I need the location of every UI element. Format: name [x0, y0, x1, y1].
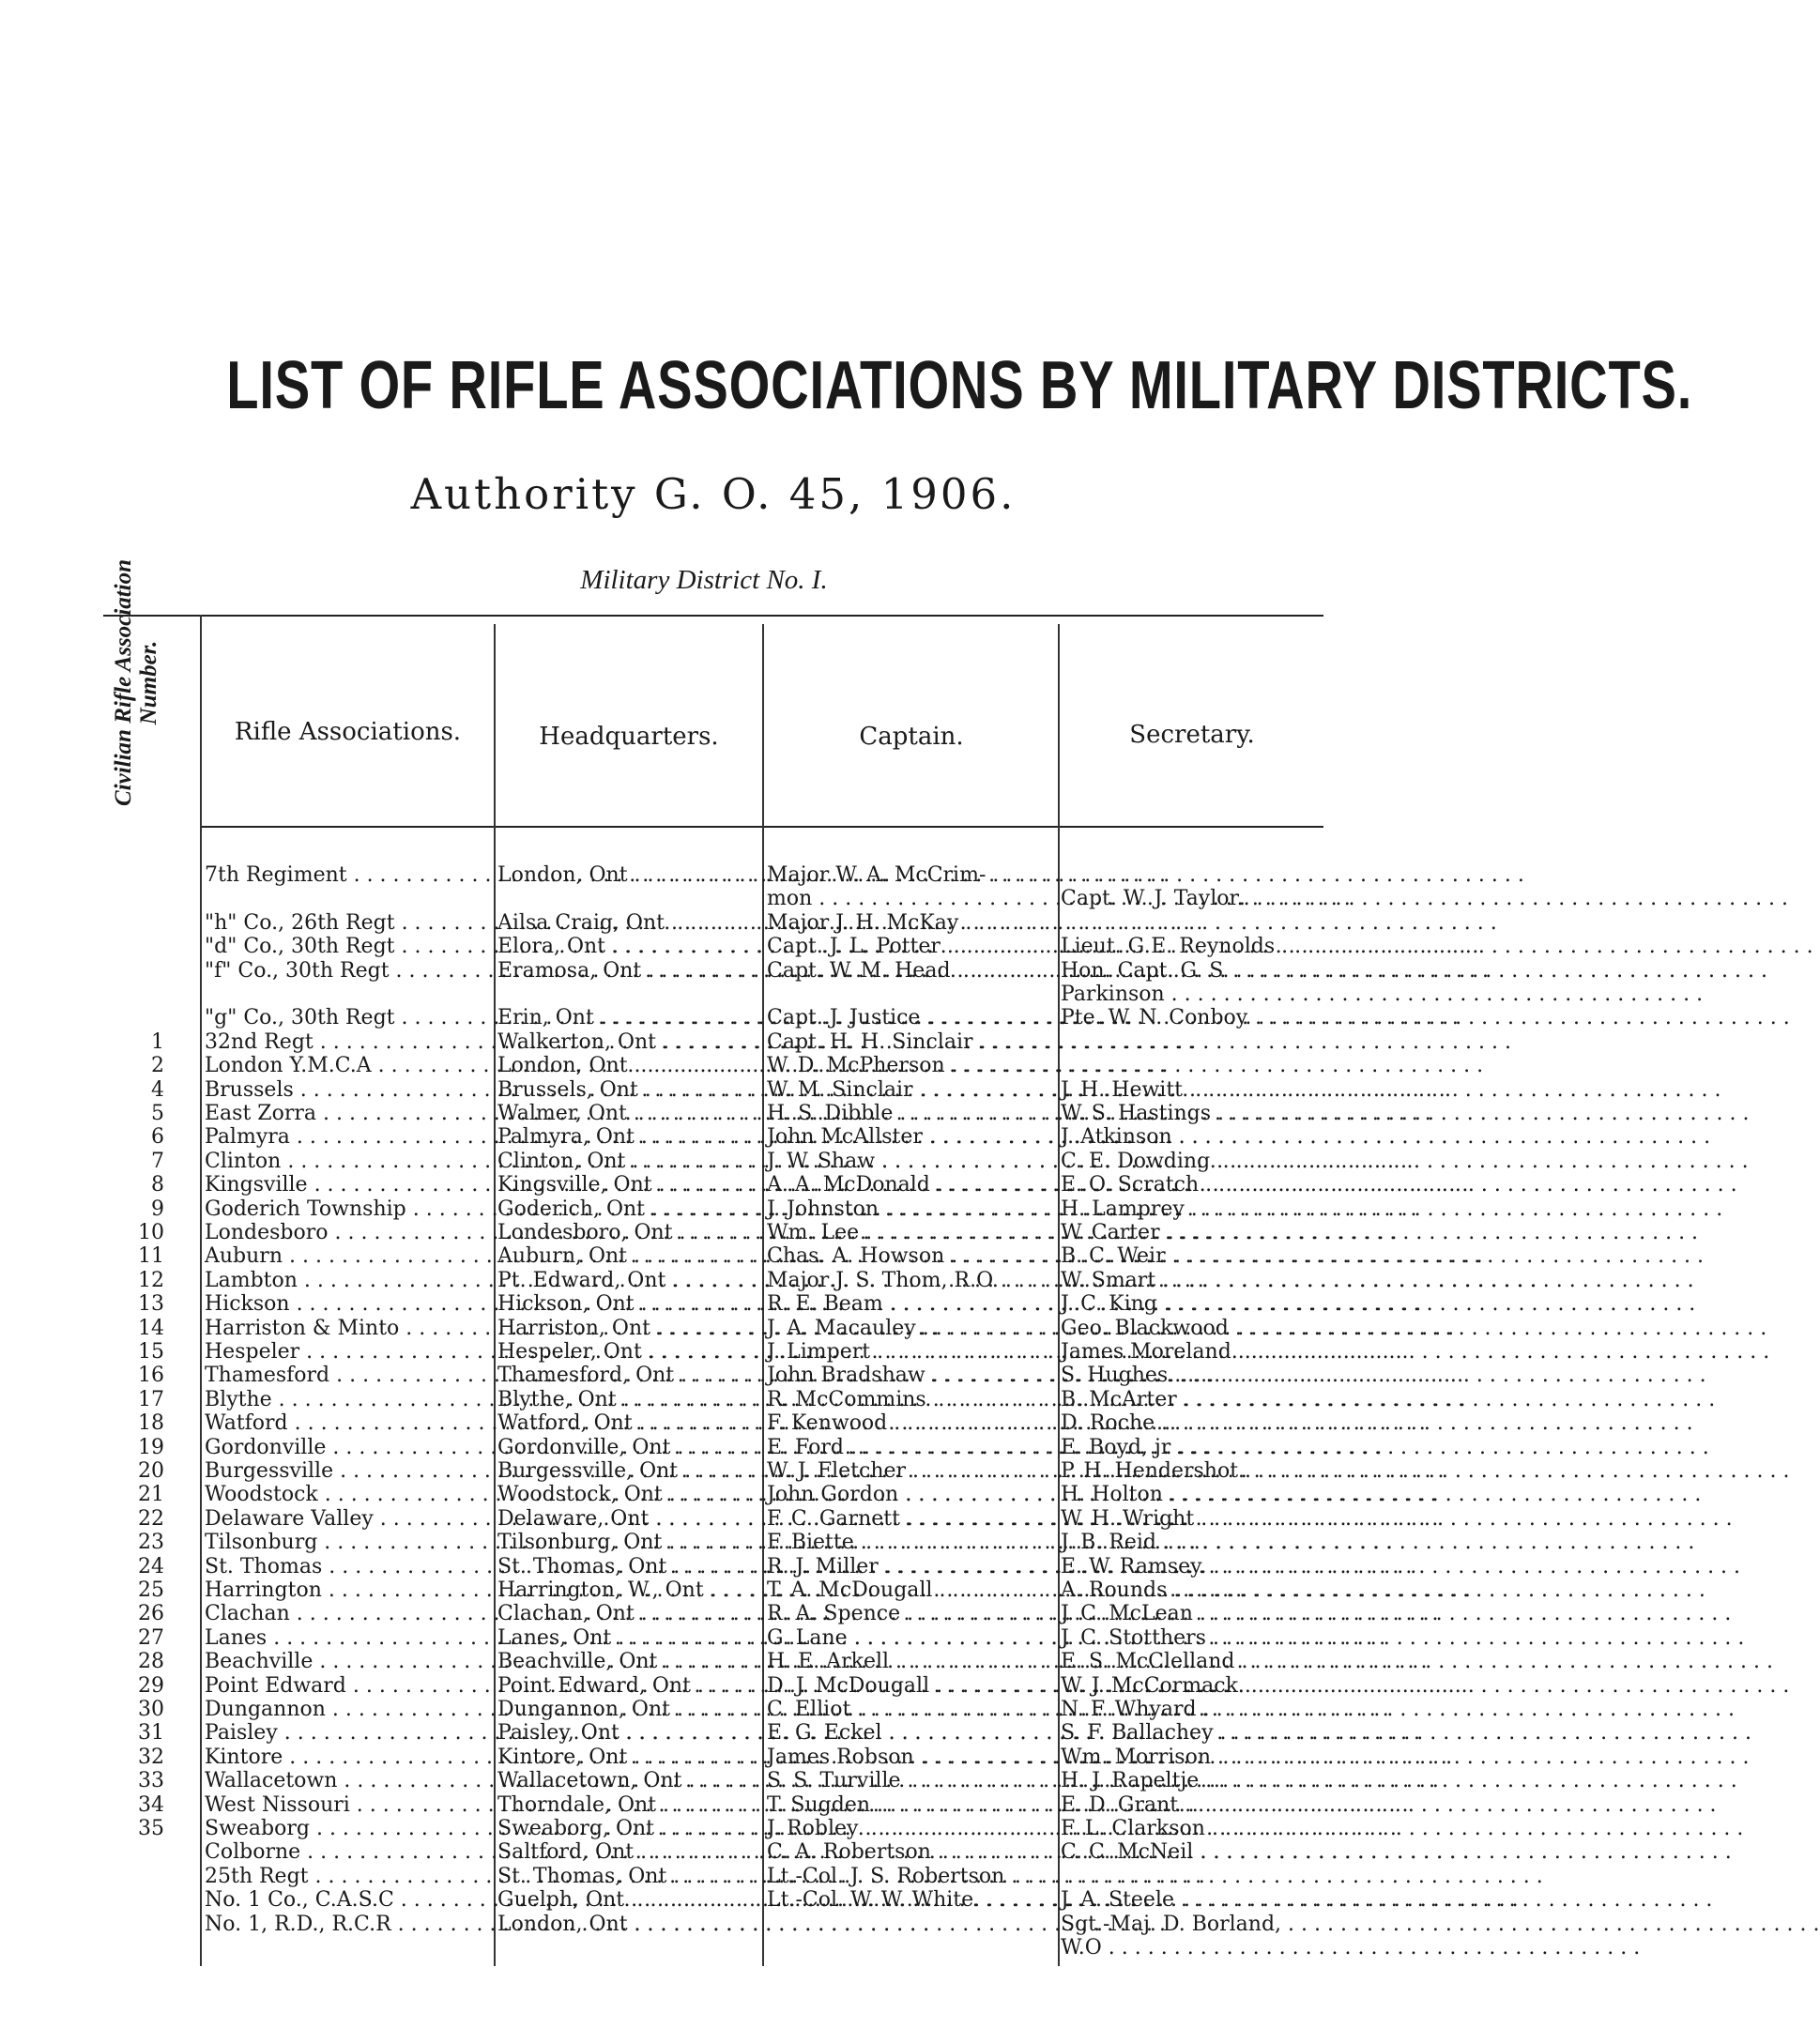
- secretary-cell: J. B. Reid . . .: [1061, 1531, 1323, 1554]
- secretary-cell: D. Roche . . .: [1061, 1411, 1323, 1435]
- association-name-cell: 7th Regiment . . .: [205, 863, 488, 887]
- headquarters-cell: Woodstock, Ont . . .: [497, 1483, 760, 1506]
- table-row: [0, 1459, 1430, 1483]
- headquarters-cell: Londesboro, Ont . . .: [497, 1221, 760, 1244]
- table-row: [0, 1888, 1430, 1912]
- table-row: [0, 1364, 1430, 1387]
- secretary-cell: W. Smart . . .: [1061, 1269, 1323, 1292]
- secretary-cell: J. C. McLean . . .: [1061, 1602, 1323, 1625]
- association-number-cell: 8: [151, 1173, 164, 1197]
- headquarters-cell: Guelph, Ont . . .: [497, 1888, 760, 1912]
- table-row: [0, 1913, 1430, 1936]
- secretary-cell: Hon. Capt. G. S. . . .: [1061, 959, 1323, 983]
- captain-cell: F. Kenwood . . .: [767, 1411, 1056, 1435]
- association-name-cell: East Zorra . . .: [205, 1102, 488, 1125]
- association-number-cell: 27: [138, 1625, 164, 1650]
- headquarters-cell: Delaware, Ont . . .: [497, 1507, 760, 1531]
- headquarters-cell: Harrington, W., Ont . . .: [497, 1578, 760, 1602]
- table-row: [0, 1531, 1430, 1554]
- captain-cell: T. Sugden . . .: [767, 1793, 1056, 1817]
- association-name-cell: 32nd Regt . . .: [205, 1030, 488, 1054]
- headquarters-cell: Eramosa, Ont . . .: [497, 959, 760, 983]
- secretary-cell: B. McArter . . .: [1061, 1388, 1323, 1411]
- table-row: [0, 1674, 1430, 1698]
- table-row: [0, 1817, 1430, 1840]
- table-row: [0, 1006, 1430, 1029]
- association-name-cell: Woodstock . . .: [205, 1483, 488, 1506]
- association-name-cell: Palmyra . . .: [205, 1125, 488, 1149]
- association-number-cell: 28: [138, 1650, 164, 1674]
- table-row: [0, 863, 1430, 887]
- headquarters-cell: Thamesford, Ont . . .: [497, 1364, 760, 1387]
- headquarters-cell: Burgessville, Ont . . .: [497, 1459, 760, 1483]
- association-name-cell: Brussels . . .: [205, 1078, 488, 1102]
- captain-cell: R. McCommins . . .: [767, 1388, 1056, 1411]
- captain-cell: H. S. Dibble . . .: [767, 1102, 1056, 1125]
- association-name-cell: Lanes . . .: [205, 1626, 488, 1650]
- secretary-cell: C. C. McNeil . . .: [1061, 1840, 1323, 1864]
- captain-cell: Lt.-Col. J. S. Robertson . . .: [767, 1865, 1056, 1888]
- secretary-cell: W. S. Hastings . . .: [1061, 1102, 1323, 1125]
- association-number-cell: 14: [138, 1316, 164, 1340]
- captain-cell: J. Limpert . . .: [767, 1340, 1056, 1364]
- captain-cell: A. A. McDonald . . .: [767, 1173, 1056, 1197]
- headquarters-cell: Blythe, Ont . . .: [497, 1388, 760, 1411]
- captain-cell: R. A. Spence . . .: [767, 1602, 1056, 1625]
- table-row: [0, 887, 1430, 910]
- association-number-cell: 30: [138, 1698, 164, 1721]
- headquarters-cell: London, Ont . . .: [497, 863, 760, 887]
- header-captain: Captain.: [859, 723, 964, 751]
- secretary-cell: E. S. McClelland . . .: [1061, 1650, 1323, 1673]
- secretary-cell: H. Lamprey . . .: [1061, 1197, 1323, 1221]
- headquarters-cell: Elora, Ont . . .: [497, 935, 760, 958]
- captain-cell: John McAllster . . .: [767, 1125, 1056, 1149]
- headquarters-cell: Clinton, Ont . . .: [497, 1150, 760, 1173]
- captain-cell: mon . . .: [767, 887, 1056, 910]
- headquarters-cell: Dungannon, Ont . . .: [497, 1698, 760, 1721]
- association-name-cell: "d" Co., 30th Regt . . .: [205, 935, 488, 958]
- association-number-cell: 9: [151, 1197, 164, 1221]
- captain-cell: C. Elliot . . .: [767, 1698, 1056, 1721]
- association-name-cell: Paisley . . .: [205, 1721, 488, 1745]
- association-number-cell: 13: [138, 1292, 164, 1317]
- secretary-cell: Capt. W. J. Taylor.. . . .: [1061, 887, 1323, 910]
- secretary-cell: P. H. Hendershot.. . . .: [1061, 1459, 1323, 1483]
- association-name-cell: Tilsonburg . . .: [205, 1531, 488, 1554]
- table-row: [0, 1244, 1430, 1268]
- table-row: [0, 1411, 1430, 1435]
- secretary-cell: N. F. Whyard . . .: [1061, 1698, 1323, 1721]
- association-name-cell: "h" Co., 26th Regt . . .: [205, 911, 488, 935]
- headquarters-cell: Paisley, Ont . . .: [497, 1721, 760, 1745]
- headquarters-cell: Hespeler, Ont . . .: [497, 1340, 760, 1364]
- table-row: [0, 1769, 1430, 1792]
- association-number-cell: 34: [138, 1792, 164, 1817]
- association-name-cell: 25th Regt . . .: [205, 1865, 488, 1888]
- headquarters-cell: Wallacetown, Ont . . .: [497, 1769, 760, 1792]
- captain-cell: James Robson . . .: [767, 1746, 1056, 1769]
- association-name-cell: Harriston & Minto . . .: [205, 1317, 488, 1340]
- headquarters-cell: Sweaborg, Ont . . .: [497, 1817, 760, 1840]
- association-name-cell: Dungannon . . .: [205, 1698, 488, 1721]
- association-name-cell: Harrington . . .: [205, 1578, 488, 1602]
- captain-cell: D. J. McDougall . . .: [767, 1674, 1056, 1698]
- header-secretary: Secretary.: [1129, 721, 1255, 749]
- captain-cell: E. Ford . . .: [767, 1436, 1056, 1459]
- table-row: [0, 1746, 1430, 1769]
- table-row: [0, 1650, 1430, 1673]
- association-number-cell: 26: [138, 1602, 164, 1626]
- table-row: [0, 1269, 1430, 1292]
- secretary-cell: S. F. Ballachey . . .: [1061, 1721, 1323, 1745]
- association-name-cell: Kingsville . . .: [205, 1173, 488, 1197]
- headquarters-cell: London, Ont . . .: [497, 1054, 760, 1077]
- association-name-cell: St. Thomas . . .: [205, 1555, 488, 1578]
- table-row: [0, 1078, 1430, 1102]
- association-number-cell: 32: [138, 1745, 164, 1769]
- secretary-cell: E. D. Grant . . .: [1061, 1793, 1323, 1817]
- secretary-cell: W. H. Wright . . .: [1061, 1507, 1323, 1531]
- authority-subtitle: Authority G. O. 45, 1906.: [410, 469, 1017, 519]
- secretary-cell: Pte. W. N. Conboy. . . .: [1061, 1006, 1323, 1029]
- headquarters-cell: Ailsa Craig, Ont . . .: [497, 911, 760, 935]
- secretary-cell: E. O. Scratch . . .: [1061, 1173, 1323, 1197]
- secretary-cell: J. H. Hewitt . . .: [1061, 1078, 1323, 1102]
- association-number-cell: 25: [138, 1578, 164, 1602]
- table-row: [0, 1317, 1430, 1340]
- association-number-cell: 24: [138, 1554, 164, 1578]
- headquarters-cell: St. Thomas, Ont . . .: [497, 1555, 760, 1578]
- table-row: [0, 1698, 1430, 1721]
- header-rifle-associations: Rifle Associations.: [234, 718, 462, 746]
- captain-cell: Major J. H. McKay . . .: [767, 911, 1056, 935]
- captain-cell: G. Lane . . .: [767, 1626, 1056, 1650]
- table-row: [0, 959, 1430, 983]
- association-name-cell: Thamesford . . .: [205, 1364, 488, 1387]
- headquarters-cell: Brussels, Ont . . .: [497, 1078, 760, 1102]
- captain-cell: Major W. A. McCrim- . . .: [767, 863, 1056, 887]
- secretary-cell: J. C. Stotthers . . .: [1061, 1626, 1323, 1650]
- association-number-cell: 18: [138, 1411, 164, 1436]
- secretary-cell: H. J. Rapeltje . . .: [1061, 1769, 1323, 1792]
- association-number-cell: 22: [138, 1506, 164, 1531]
- captain-cell: E. G. Eckel . . .: [767, 1721, 1056, 1745]
- captain-cell: John Bradshaw . . .: [767, 1364, 1056, 1387]
- secretary-cell: E. W. Ramsey . . .: [1061, 1555, 1323, 1578]
- captain-cell: R. J. Miller . . .: [767, 1555, 1056, 1578]
- association-name-cell: Beachville . . .: [205, 1650, 488, 1673]
- captain-cell: T. A. McDougall . . .: [767, 1578, 1056, 1602]
- association-number-cell: 11: [138, 1244, 164, 1269]
- secretary-cell: Sgt.-Maj. D. Borland, . . .: [1061, 1913, 1323, 1936]
- table-row: [0, 983, 1430, 1006]
- headquarters-cell: Palmyra, Ont . . .: [497, 1125, 760, 1149]
- association-number-cell: 7: [151, 1149, 164, 1173]
- association-name-cell: Gordonville . . .: [205, 1436, 488, 1459]
- table-row: [0, 1626, 1430, 1650]
- headquarters-cell: Saltford, Ont . . .: [497, 1840, 760, 1864]
- headquarters-cell: Goderich, Ont . . .: [497, 1197, 760, 1221]
- association-number-cell: 35: [138, 1817, 164, 1840]
- association-name-cell: Watford . . .: [205, 1411, 488, 1435]
- association-name-cell: "f" Co., 30th Regt . . .: [205, 959, 488, 983]
- association-name-cell: Clinton . . .: [205, 1150, 488, 1173]
- header-headquarters: Headquarters.: [539, 723, 719, 751]
- table-row: [0, 1793, 1430, 1817]
- table-row: [0, 1102, 1430, 1125]
- association-name-cell: Burgessville . . .: [205, 1459, 488, 1483]
- headquarters-cell: Watford, Ont . . .: [497, 1411, 760, 1435]
- captain-cell: R. E. Beam . . .: [767, 1292, 1056, 1316]
- page-title: LIST OF RIFLE ASSOCIATIONS BY MILITARY DISTRICTS.: [226, 348, 1693, 423]
- secretary-cell: S. Hughes . . .: [1061, 1364, 1323, 1387]
- association-name-cell: Lambton . . .: [205, 1269, 488, 1292]
- table-row: [0, 1602, 1430, 1625]
- captain-cell: Chas. A. Howson . . .: [767, 1244, 1056, 1268]
- headquarters-cell: Kintore, Ont . . .: [497, 1746, 760, 1769]
- association-number-cell: 20: [138, 1459, 164, 1483]
- table-row: [0, 1197, 1430, 1221]
- association-number-cell: 6: [151, 1125, 164, 1150]
- secretary-cell: B. C. Weir . . .: [1061, 1244, 1323, 1268]
- headquarters-cell: Gordonville, Ont . . .: [497, 1436, 760, 1459]
- association-name-cell: Hickson . . .: [205, 1292, 488, 1316]
- table-row: [0, 1388, 1430, 1411]
- captain-cell: W. D. McPherson . . .: [767, 1054, 1056, 1077]
- captain-cell: Capt. H. H. Sinclair . . .: [767, 1030, 1056, 1054]
- association-name-cell: Blythe . . .: [205, 1388, 488, 1411]
- table-row: [0, 1555, 1430, 1578]
- captain-cell: J. Johnston . . .: [767, 1197, 1056, 1221]
- table-row: [0, 1483, 1430, 1506]
- headquarters-cell: St. Thomas, Ont . . .: [497, 1865, 760, 1888]
- table-row: [0, 1030, 1430, 1054]
- captain-cell: J. A. Macauley . . .: [767, 1317, 1056, 1340]
- association-number-cell: 16: [138, 1364, 164, 1388]
- district-heading: Military District No. I.: [580, 565, 828, 595]
- captain-cell: Capt. W. M. Head . . .: [767, 959, 1056, 983]
- table-row: [0, 935, 1430, 958]
- secretary-cell: James Moreland . . .: [1061, 1340, 1323, 1364]
- secretary-cell: A. Rounds . . .: [1061, 1578, 1323, 1602]
- table-row: [0, 911, 1430, 935]
- captain-cell: C. A. Robertson . . .: [767, 1840, 1056, 1864]
- association-number-cell: 15: [138, 1340, 164, 1364]
- secretary-cell: J. A. Steele . . .: [1061, 1888, 1323, 1912]
- table-row: [0, 1865, 1430, 1888]
- secretary-cell: W.O . . .: [1061, 1936, 1323, 1959]
- association-name-cell: Clachan . . .: [205, 1602, 488, 1625]
- association-name-cell: Delaware Valley . . .: [205, 1507, 488, 1531]
- headquarters-cell: Erin, Ont . . .: [497, 1006, 760, 1029]
- header-association-number: Civilian Rifle Association Number.: [111, 559, 161, 806]
- association-name-cell: No. 1 Co., C.A.S.C . . .: [205, 1888, 488, 1912]
- association-name-cell: Colborne . . .: [205, 1840, 488, 1864]
- table-row: [0, 1173, 1430, 1197]
- table-row: [0, 1340, 1430, 1364]
- captain-cell: J. Robley . . .: [767, 1817, 1056, 1840]
- association-number-cell: 10: [138, 1221, 164, 1244]
- association-number-cell: 29: [138, 1673, 164, 1698]
- captain-cell: Major J. S. Thom, R.O. . . .: [767, 1269, 1056, 1292]
- table-row: [0, 1507, 1430, 1531]
- headquarters-cell: Harriston, Ont . . .: [497, 1317, 760, 1340]
- secretary-cell: Wm. Morrison . . .: [1061, 1746, 1323, 1769]
- secretary-cell: J. Atkinson . . .: [1061, 1125, 1323, 1149]
- captain-cell: F. C. Garnett . . .: [767, 1507, 1056, 1531]
- secretary-cell: F. L. Clarkson . . .: [1061, 1817, 1323, 1840]
- captain-cell: S. S. Turville . . .: [767, 1769, 1056, 1792]
- secretary-cell: C. E. Dowding . . .: [1061, 1150, 1323, 1173]
- association-number-cell: 2: [151, 1054, 164, 1078]
- table-row: [0, 1721, 1430, 1745]
- association-number-cell: 1: [151, 1029, 164, 1054]
- headquarters-cell: Clachan, Ont . . .: [497, 1602, 760, 1625]
- table-row: [0, 1936, 1430, 1959]
- association-name-cell: West Nissouri . . .: [205, 1793, 488, 1817]
- association-number-cell: 5: [151, 1102, 164, 1125]
- association-name-cell: Londesboro . . .: [205, 1221, 488, 1244]
- table-row: [0, 1054, 1430, 1077]
- table-row: [0, 1292, 1430, 1316]
- association-name-cell: Wallacetown . . .: [205, 1769, 488, 1792]
- association-number-cell: 23: [138, 1531, 164, 1555]
- captain-cell: John Gordon . . .: [767, 1483, 1056, 1506]
- headquarters-cell: Thorndale, Ont . . .: [497, 1793, 760, 1817]
- association-number-cell: 19: [138, 1435, 164, 1459]
- association-name-cell: London Y.M.C.A . . .: [205, 1054, 488, 1077]
- captain-cell: Capt. J. Justice . . .: [767, 1006, 1056, 1029]
- table-row: [0, 1125, 1430, 1149]
- table-row: [0, 1150, 1430, 1173]
- secretary-cell: W. Carter . . .: [1061, 1221, 1323, 1244]
- secretary-cell: Parkinson . . .: [1061, 983, 1323, 1006]
- association-number-cell: 17: [138, 1387, 164, 1411]
- association-number-cell: 33: [138, 1769, 164, 1793]
- table-row: [0, 1436, 1430, 1459]
- captain-cell: H. E. Arkell . . .: [767, 1650, 1056, 1673]
- secretary-cell: E. Boyd, jr . . .: [1061, 1436, 1323, 1459]
- headquarters-cell: Tilsonburg, Ont . . .: [497, 1531, 760, 1554]
- secretary-cell: Geo. Blackwood . . .: [1061, 1317, 1323, 1340]
- headquarters-cell: Auburn, Ont . . .: [497, 1244, 760, 1268]
- captain-cell: Lt.-Col. W. W. White. . . .: [767, 1888, 1056, 1912]
- association-name-cell: Hespeler . . .: [205, 1340, 488, 1364]
- headquarters-cell: Walkerton, Ont . . .: [497, 1030, 760, 1054]
- secretary-cell: W. J. McCormack.. . . .: [1061, 1674, 1323, 1698]
- association-name-cell: Auburn . . .: [205, 1244, 488, 1268]
- captain-cell: W. M. Sinclair . . .: [767, 1078, 1056, 1102]
- secretary-cell: Lieut. G E. Reynolds . . .: [1061, 935, 1323, 958]
- association-number-cell: 31: [138, 1721, 164, 1746]
- association-name-cell: Point Edward . . .: [205, 1674, 488, 1698]
- captain-cell: Capt. J. L. Potter . . .: [767, 935, 1056, 958]
- captain-cell: J. W. Shaw . . .: [767, 1150, 1056, 1173]
- headquarters-cell: London, Ont . . .: [497, 1913, 760, 1936]
- association-name-cell: No. 1, R.D., R.C.R . . .: [205, 1913, 488, 1936]
- headquarters-cell: Kingsville, Ont . . .: [497, 1173, 760, 1197]
- table-row: [0, 1221, 1430, 1244]
- table-row: [0, 1840, 1430, 1864]
- headquarters-cell: Lanes, Ont . . .: [497, 1626, 760, 1650]
- headquarters-cell: Beachville, Ont . . .: [497, 1650, 760, 1673]
- captain-cell: W. J. Fletcher . . .: [767, 1459, 1056, 1483]
- headquarters-cell: Walmer, Ont . . .: [497, 1102, 760, 1125]
- secretary-cell: H. Holton . . .: [1061, 1483, 1323, 1506]
- association-name-cell: "g" Co., 30th Regt . . .: [205, 1006, 488, 1029]
- association-name-cell: Goderich Township . . .: [205, 1197, 488, 1221]
- association-number-cell: 4: [151, 1077, 164, 1102]
- association-name-cell: Kintore . . .: [205, 1746, 488, 1769]
- association-name-cell: Sweaborg . . .: [205, 1817, 488, 1840]
- association-number-cell: 12: [138, 1268, 164, 1292]
- captain-cell: F. Biette . . .: [767, 1531, 1056, 1554]
- captain-cell: Wm. Lee . . .: [767, 1221, 1056, 1244]
- headquarters-cell: Hickson, Ont . . .: [497, 1292, 760, 1316]
- table-row: [0, 1578, 1430, 1602]
- association-number-cell: 21: [138, 1483, 164, 1507]
- headquarters-cell: Point Edward, Ont . . .: [497, 1674, 760, 1698]
- headquarters-cell: Pt. Edward, Ont . . .: [497, 1269, 760, 1292]
- secretary-cell: J. C. King . . .: [1061, 1292, 1323, 1316]
- table-top-rule: [103, 615, 1323, 617]
